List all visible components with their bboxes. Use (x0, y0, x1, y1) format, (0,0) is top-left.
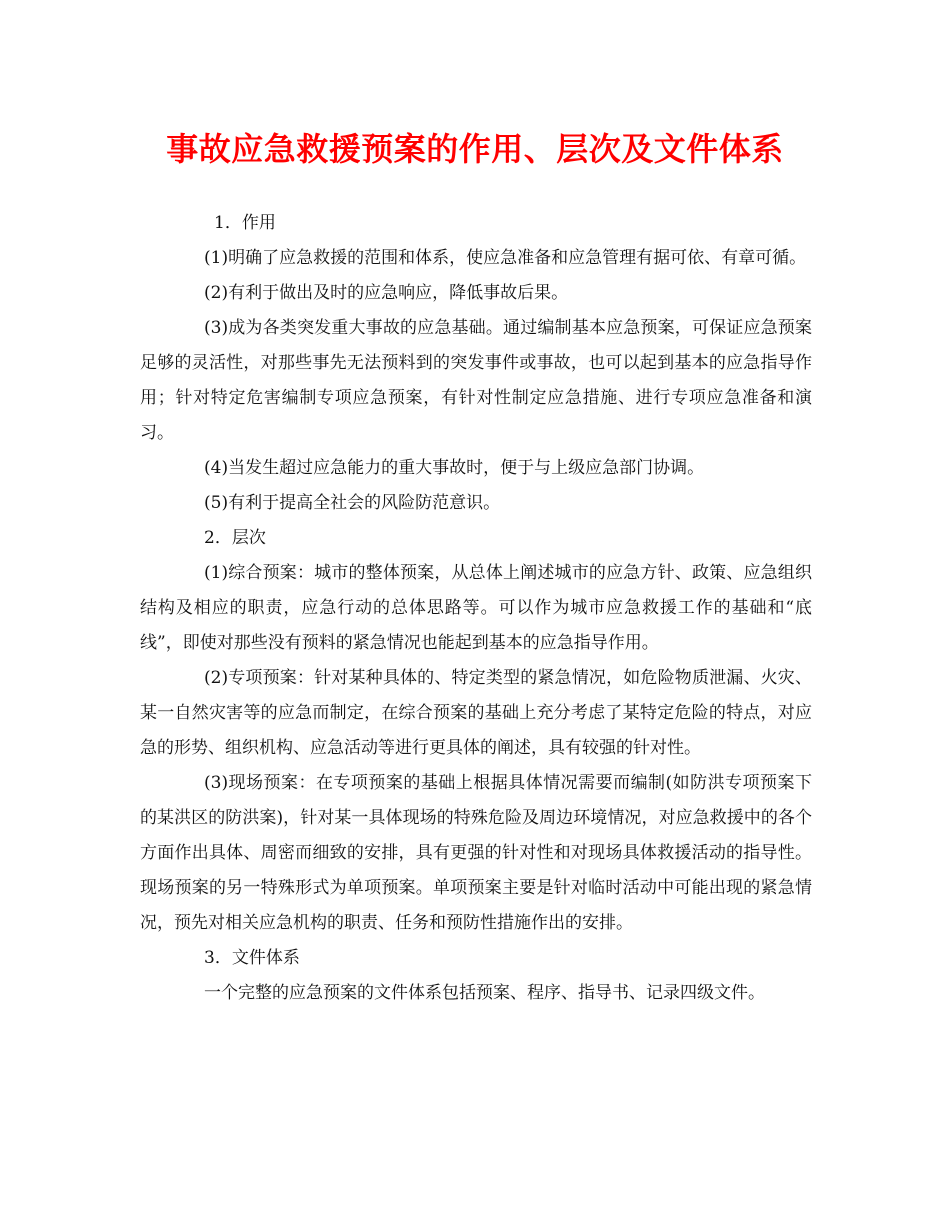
section-heading-document-system: 3．文件体系 (204, 948, 300, 968)
document-title: 事故应急救援预案的作用、层次及文件体系 (166, 130, 784, 168)
paragraph: (3)现场预案：在专项预案的基础上根据具体情况需要而编制(如防洪专项预案下的某洪区的防洪案)，针对某一具体现场的特殊危险及周边环境情况，对应急救援中的各个方面作出具体、周密而细致的安排，具有更强的针对性和对现场具体救援活动的指导性。现场预案的另一特殊形式为单项预案。单项预案主要是针对临时活动中可能出现的紧急情况，预先对相关应急机构的职责、任务和预防性措施作出的安排。 (140, 773, 812, 933)
paragraph: (1)综合预案：城市的整体预案，从总体上阐述城市的应急方针、政策、应急组织结构及相应的职责，应急行动的总体思路等。可以作为城市应急救援工作的基础和“底线”，即使对那些没有预料的紧急情况也能起到基本的应急指导作用。 (140, 563, 812, 653)
section-heading-function: 1．作用 (214, 213, 276, 233)
section-heading-levels: 2．层次 (204, 528, 266, 548)
paragraph: (1)明确了应急救援的范围和体系，使应急准备和应急管理有据可依、有章可循。 (204, 248, 807, 268)
paragraph: (5)有利于提高全社会的风险防范意识。 (204, 493, 501, 513)
paragraph: (4)当发生超过应急能力的重大事故时，便于与上级应急部门协调。 (204, 458, 705, 478)
paragraph: 一个完整的应急预案的文件体系包括预案、程序、指导书、记录四级文件。 (204, 983, 765, 1003)
paragraph: (2)专项预案：针对某种具体的、特定类型的紧急情况，如危险物质泄漏、火灾、某一自然灾害等的应急而制定，在综合预案的基础上充分考虑了某特定危险的特点，对应急的形势、组织机构、应急活动等进行更具体的阐述，具有较强的针对性。 (140, 668, 812, 758)
paragraph: (3)成为各类突发重大事故的应急基础。通过编制基本应急预案，可保证应急预案足够的灵活性，对那些事先无法预料到的突发事件或事故，也可以起到基本的应急指导作用；针对特定危害编制专项应急预案，有针对性制定应急措施、进行专项应急准备和演习。 (140, 318, 812, 443)
document-body (140, 206, 812, 1011)
paragraph: (2)有利于做出及时的应急响应，降低事故后果。 (204, 283, 569, 303)
